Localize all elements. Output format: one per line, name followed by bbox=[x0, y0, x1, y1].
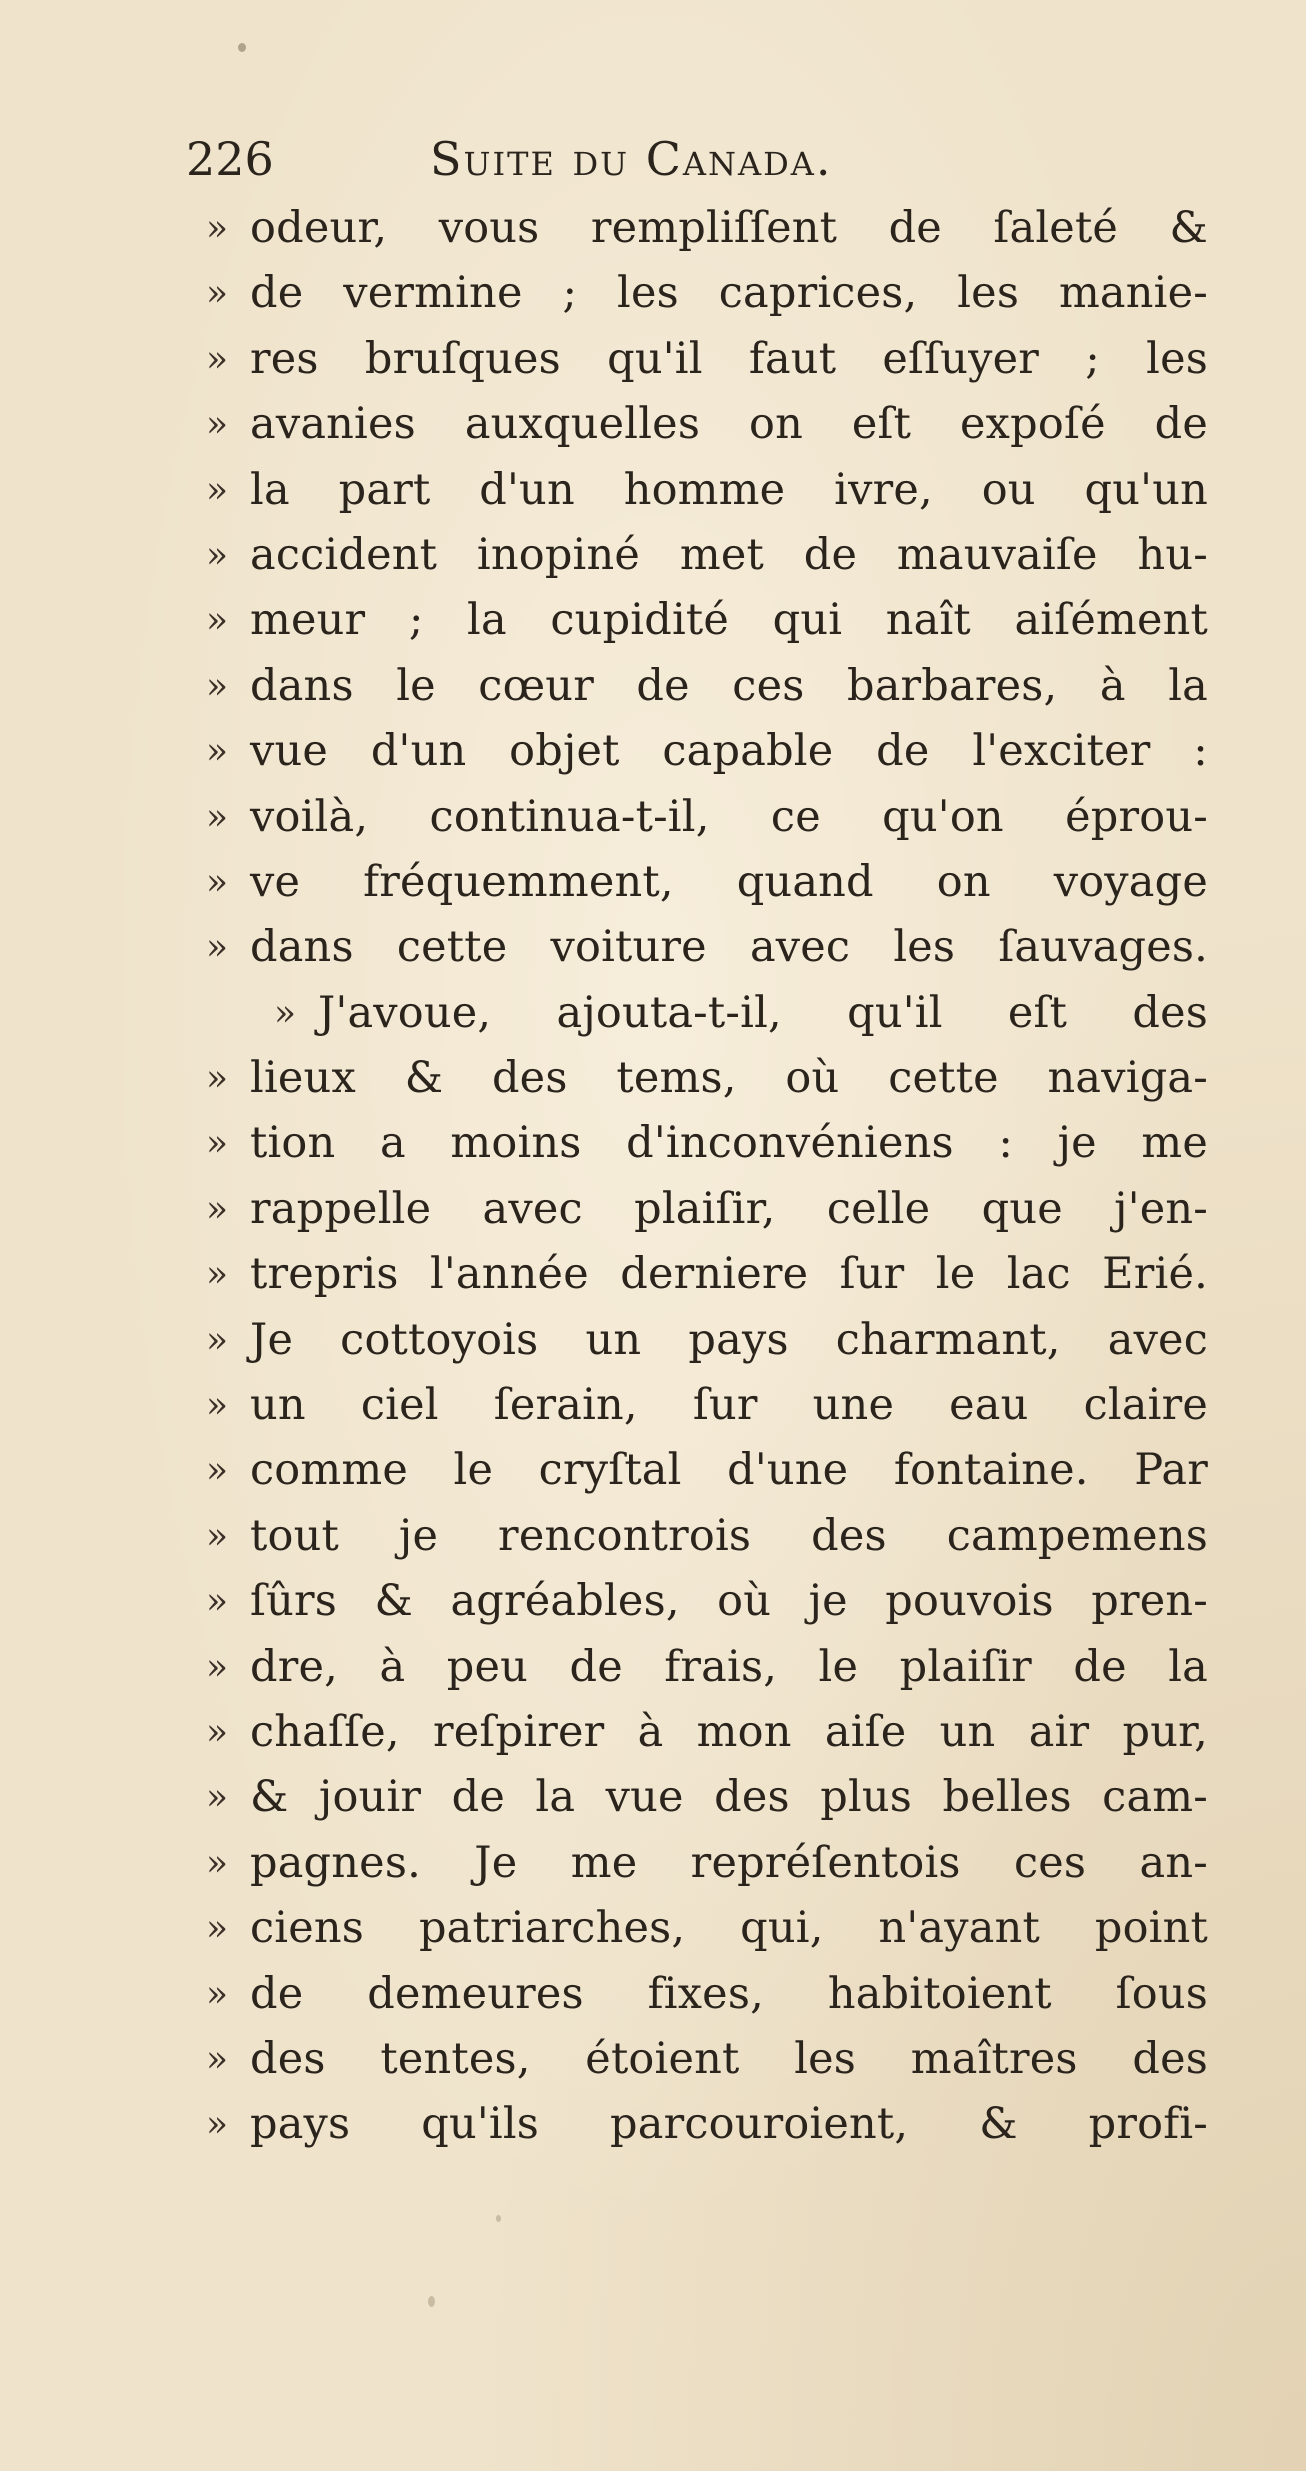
quote-mark: » bbox=[206, 1646, 229, 1688]
paragraph-start-line bbox=[206, 981, 1208, 1046]
line-text: la part d'un homme ivre, ou qu'un bbox=[250, 464, 1208, 515]
quote-mark: » bbox=[206, 1711, 229, 1753]
line-text: ve fréquemment, quand on voyage bbox=[250, 856, 1208, 907]
quote-mark: » bbox=[206, 1842, 229, 1884]
line-text: & jouir de la vue des plus belles cam- bbox=[250, 1772, 1208, 1823]
text-line bbox=[206, 719, 1208, 784]
text-line bbox=[206, 1046, 1208, 1111]
line-text: tion a moins d'inconvéniens : je me bbox=[250, 1118, 1208, 1169]
line-text: comme le cryſtal d'une fontaine. Par bbox=[250, 1445, 1208, 1496]
line-text: dans le cœur de ces barbares, à la bbox=[250, 660, 1208, 711]
paper-speck bbox=[496, 2215, 501, 2222]
text-line bbox=[206, 1569, 1208, 1634]
line-text: Je cottoyois un pays charmant, avec bbox=[250, 1314, 1208, 1365]
quote-mark: » bbox=[206, 1581, 229, 1623]
quote-mark: » bbox=[206, 731, 229, 773]
line-text: voilà, continua-t-il, ce qu'on éprou- bbox=[250, 791, 1208, 842]
quote-mark: » bbox=[206, 1777, 229, 1819]
text-line bbox=[206, 1962, 1208, 2027]
text-line bbox=[206, 1831, 1208, 1896]
quote-mark: » bbox=[206, 1908, 229, 1950]
paper-speck bbox=[428, 2296, 435, 2307]
text-line bbox=[206, 1504, 1208, 1569]
ink-speck bbox=[238, 43, 246, 52]
quote-mark: » bbox=[206, 1515, 229, 1557]
text-line bbox=[206, 588, 1208, 653]
text-line bbox=[206, 1635, 1208, 1700]
quote-mark: » bbox=[206, 861, 229, 903]
line-text: dans cette voiture avec les ſauvages. bbox=[250, 922, 1208, 973]
quote-mark: » bbox=[206, 1123, 229, 1165]
line-text: dre, à peu de frais, le plaiſir de la bbox=[250, 1641, 1208, 1692]
line-text: tout je rencontrois des campemens bbox=[250, 1510, 1208, 1561]
line-text: trepris l'année derniere ſur le lac Erié. bbox=[250, 1249, 1208, 1300]
quote-mark: » bbox=[206, 2104, 229, 2146]
text-line bbox=[206, 327, 1208, 392]
quote-mark: » bbox=[206, 1385, 229, 1427]
text-line bbox=[206, 1765, 1208, 1830]
line-text: pagnes. Je me repréſentois ces an- bbox=[250, 1837, 1208, 1888]
line-text: ſûrs & agréables, où je pouvois pren- bbox=[250, 1576, 1208, 1627]
line-text: chaſſe, reſpirer à mon aiſe un air pur, bbox=[250, 1706, 1208, 1757]
text-line bbox=[206, 458, 1208, 523]
text-line bbox=[206, 1177, 1208, 1242]
quote-mark: » bbox=[206, 665, 229, 707]
text-line bbox=[206, 850, 1208, 915]
quote-mark: » bbox=[206, 600, 229, 642]
quote-mark: » bbox=[206, 469, 229, 511]
quote-mark: » bbox=[206, 1319, 229, 1361]
line-text: odeur, vous rempliſſent de ſaleté & bbox=[250, 203, 1208, 253]
text-line bbox=[206, 2027, 1208, 2092]
quote-mark: » bbox=[206, 208, 229, 249]
running-head: Suite du Canada. bbox=[430, 132, 833, 186]
quote-mark: » bbox=[206, 1973, 229, 2015]
line-text: pays qu'ils parcouroient, & profi- bbox=[250, 2099, 1208, 2150]
text-line bbox=[206, 1896, 1208, 1961]
quote-mark: » bbox=[206, 2038, 229, 2080]
text-line bbox=[206, 392, 1208, 457]
line-text: res bruſques qu'il faut eſſuyer ; les bbox=[250, 333, 1208, 384]
text-line bbox=[206, 785, 1208, 850]
line-text: de vermine ; les caprices, les manie- bbox=[250, 268, 1208, 319]
text-line bbox=[206, 523, 1208, 588]
quote-mark: » bbox=[206, 1058, 229, 1100]
quote-mark: » bbox=[206, 796, 229, 838]
text-line bbox=[206, 261, 1208, 326]
text-line bbox=[206, 654, 1208, 719]
line-text: vue d'un objet capable de l'exciter : bbox=[250, 726, 1208, 777]
text-line bbox=[206, 1242, 1208, 1307]
quote-mark: » bbox=[206, 338, 229, 380]
text-line bbox=[206, 1373, 1208, 1438]
quote-mark: » bbox=[206, 534, 229, 576]
page-number: 226 bbox=[186, 132, 274, 186]
line-text: ciens patriarches, qui, n'ayant point bbox=[250, 1903, 1208, 1954]
line-text: lieux & des tems, où cette naviga- bbox=[250, 1053, 1208, 1104]
line-text: meur ; la cupidité qui naît aiſément bbox=[250, 595, 1208, 646]
quote-mark: » bbox=[206, 273, 229, 315]
line-text: rappelle avec plaiſir, celle que j'en- bbox=[250, 1183, 1208, 1234]
body-text bbox=[206, 196, 1208, 2158]
quote-mark: » bbox=[206, 1450, 229, 1492]
line-text: avanies auxquelles on eſt expoſé de bbox=[250, 399, 1208, 450]
quote-mark: » bbox=[206, 1188, 229, 1230]
quote-mark: » bbox=[206, 1254, 229, 1296]
line-text: un ciel ſerain, ſur une eau claire bbox=[250, 1380, 1208, 1431]
quote-mark: » bbox=[206, 927, 229, 969]
text-line bbox=[206, 1700, 1208, 1765]
line-text: J'avoue, ajouta-t-il, qu'il eſt des bbox=[318, 987, 1208, 1038]
text-line bbox=[206, 196, 1208, 261]
text-line bbox=[206, 1438, 1208, 1503]
text-line bbox=[206, 915, 1208, 980]
line-text: accident inopiné met de mauvaiſe hu- bbox=[250, 529, 1208, 580]
text-line bbox=[206, 1308, 1208, 1373]
quote-mark: » bbox=[274, 992, 297, 1034]
line-text: de demeures fixes, habitoient ſous bbox=[250, 1968, 1208, 2019]
text-line bbox=[206, 1111, 1208, 1176]
page-header bbox=[186, 122, 1086, 196]
text-line bbox=[206, 2092, 1208, 2157]
quote-mark: » bbox=[206, 404, 229, 446]
line-text: des tentes, étoient les maîtres des bbox=[250, 2033, 1208, 2084]
